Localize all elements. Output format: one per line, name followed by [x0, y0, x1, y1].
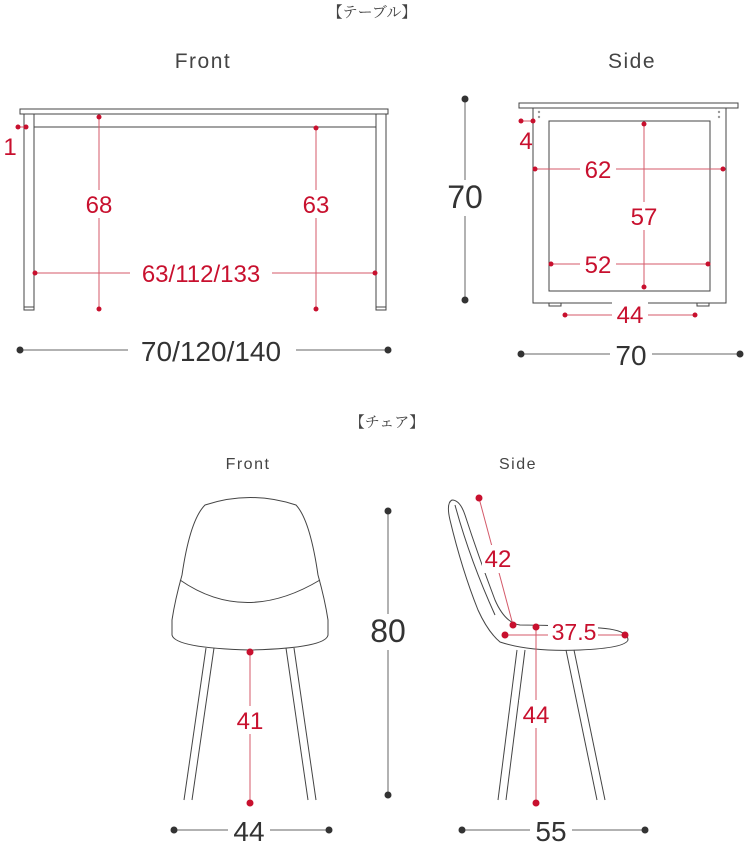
table-front-label: Front [174, 50, 232, 73]
table-side-frame-width-dim [533, 156, 726, 182]
table-side-offset-value: 4 [519, 128, 533, 155]
chair-height-value: 80 [370, 613, 406, 649]
table-front-inner-width-value: 63/112/133 [141, 261, 261, 288]
table-side-foot-width-value: 44 [616, 302, 644, 329]
table-side-offset-dim [519, 119, 536, 124]
table-side-inner-height-value: 57 [630, 204, 658, 231]
chair-side-label: Side [498, 456, 538, 473]
chair-seat-depth-value: 37.5 [551, 619, 597, 645]
chair-back-length-value: 42 [484, 546, 512, 573]
table-side-total-depth-value: 70 [615, 340, 647, 371]
table-side-frame-width-value: 62 [584, 157, 612, 184]
table-side-inner-width-value: 52 [584, 252, 612, 279]
chair-side-drawing [448, 500, 628, 800]
chair-side-seat-height-value: 44 [522, 702, 550, 729]
chair-width-value: 44 [233, 816, 265, 847]
table-front-frame-height-value: 68 [85, 192, 113, 219]
chair-height-dim [366, 508, 410, 799]
table-front-total-width-value: 70/120/140 [140, 336, 282, 367]
chair-depth-value: 55 [535, 816, 567, 847]
table-side-label: Side [607, 50, 657, 73]
table-side-inner-width-dim [549, 251, 711, 277]
chair-heading: 【チェア】 [349, 413, 425, 431]
table-front-leg-value: 1 [3, 134, 17, 161]
chair-front-seat-height-value: 41 [236, 708, 264, 735]
table-heading: 【テーブル】 [327, 3, 417, 21]
table-front-inner-height-value: 63 [302, 192, 330, 219]
chair-front-label: Front [225, 456, 271, 473]
table-front-leg-dim [16, 125, 29, 130]
table-height-value: 70 [447, 179, 483, 215]
